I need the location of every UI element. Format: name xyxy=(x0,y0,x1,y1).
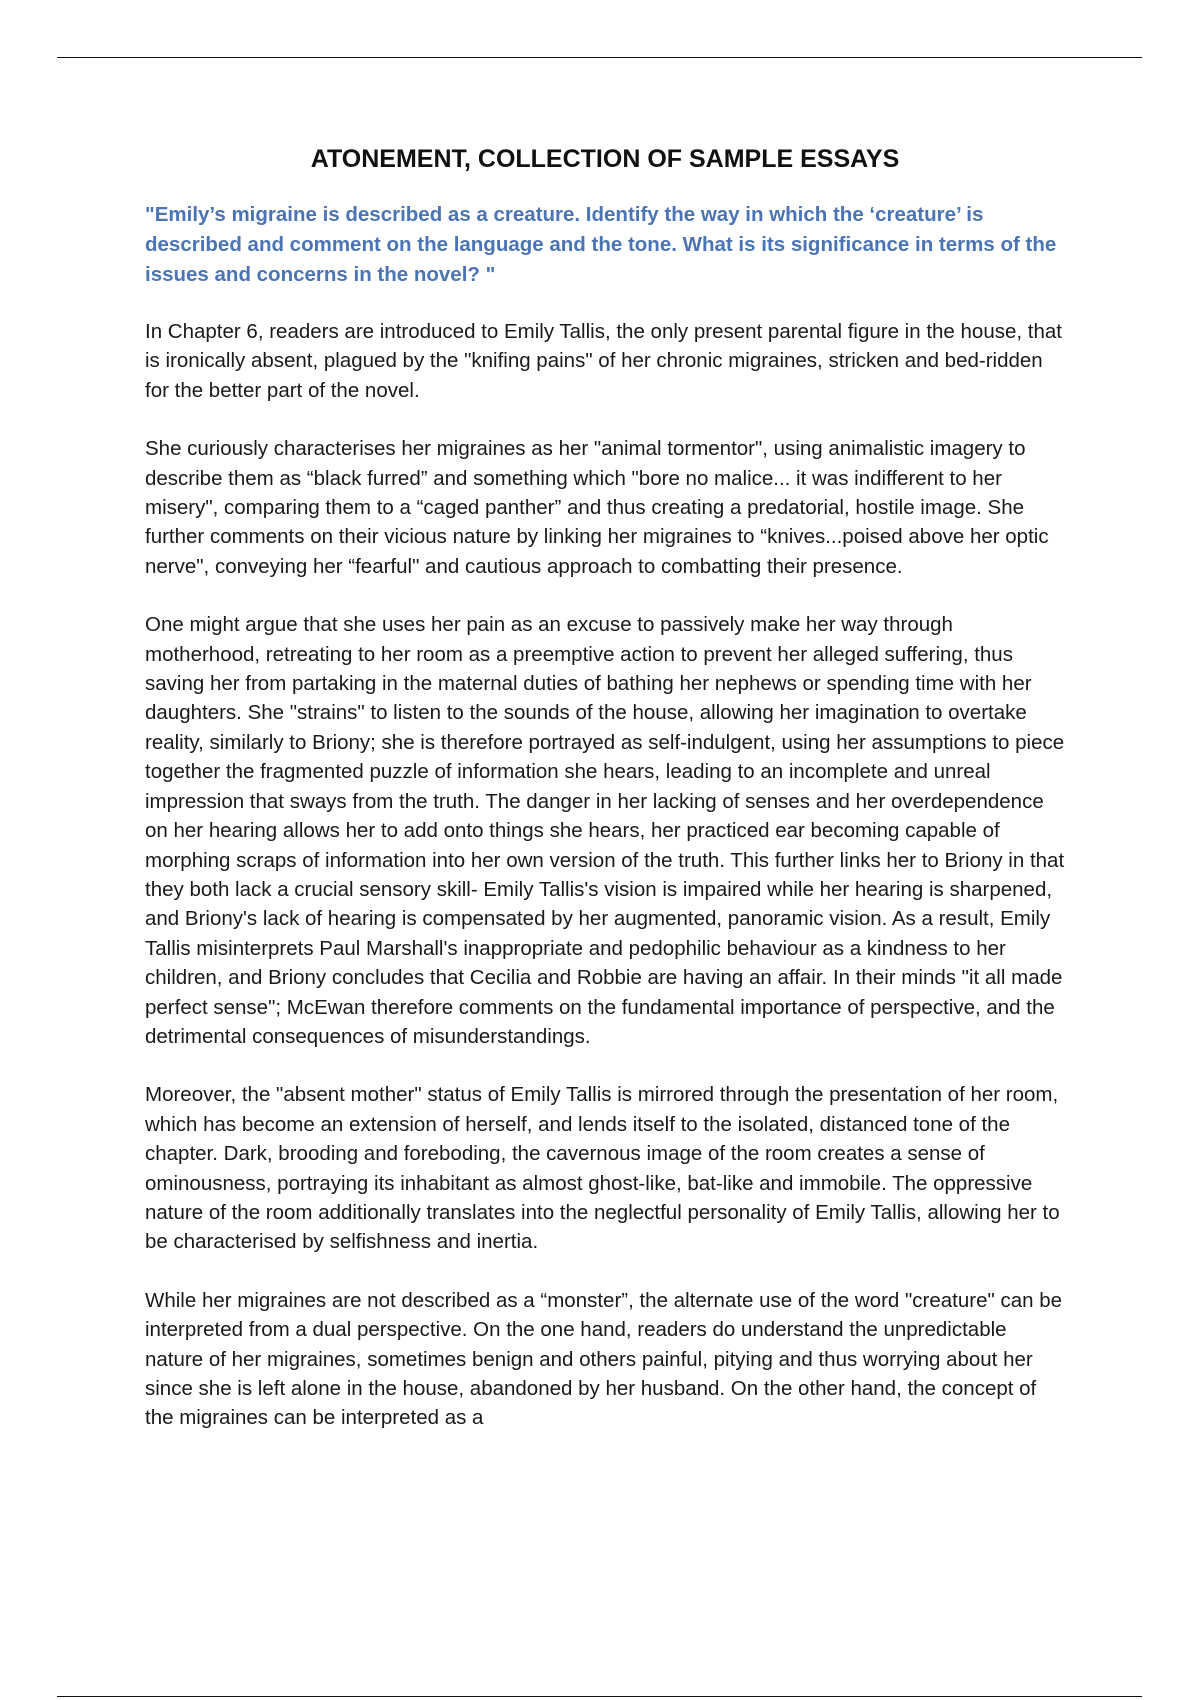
essay-question: "Emily’s migraine is described as a creature. Identify the way in which the ‘creature’ is described and comment on the language and the tone. What is its significance in terms of the issues and concerns in the novel? " xyxy=(145,203,1057,286)
paragraph-1: In Chapter 6, readers are introduced to Emily Tallis, the only present parental figure in the house, that is ironically absent, plagued by the "knifing pains" of her chronic migraines, stricken and bed-ridden for the better part of the novel. xyxy=(145,320,1062,402)
paragraph-5: While her migraines are not described as a “monster”, the alternate use of the word "creature" can be interpreted from a dual perspective. On the one hand, readers do understand the unpredictable nature of her migraines, sometimes benign and others painful, pitying and thus worrying about her since she is left alone in the house, abandoned by her husband. On the other hand, the concept of the migraines can be interpreted as a xyxy=(145,1288,1063,1430)
paragraph-4: Moreover, the "absent mother" status of Emily Tallis is mirrored through the presentation of her room, which has become an extension of herself, and lends itself to the isolated, distanced tone of the chapter. Dark, brooding and foreboding, the cavernous image of the room creates a sense of ominousness, portraying its inhabitant as almost ghost-like, bat-like and immobile. The oppressive nature of the room additionally translates into the neglectful personality of Emily Tallis, allowing her to be characterised by selfishness and inertia. xyxy=(145,1083,1060,1254)
bottom-rule xyxy=(57,1696,1142,1697)
page-title: ATONEMENT, COLLECTION OF SAMPLE ESSAYS xyxy=(310,145,900,173)
document-page xyxy=(145,145,1065,1462)
paragraph-2: She curiously characterises her migraines as her "animal tormentor", using animalistic imagery to describe them as “black furred” and something which "bore no malice... it was indifferent to her misery", comparing them to a “caged panther” and thus creating a predatorial, hostile image. She further comments on their vicious nature by linking her migraines to “knives...poised above her optic nerve", conveying her “fearful" and cautious approach to combatting their presence. xyxy=(145,437,1049,578)
top-rule xyxy=(57,57,1142,58)
paragraph-3: One might argue that she uses her pain as an excuse to passively make her way through motherhood, retreating to her room as a preemptive action to prevent her alleged suffering, thus saving her from partaking in the maternal duties of bathing her nephews or spending time with her daughters. She "strains" to listen to the sounds of the house, allowing her imagination to overtake reality, similarly to Briony; she is therefore portrayed as self-indulgent, using her assumptions to piece together the fragmented puzzle of information she hears, leading to an incomplete and unreal impression that sways from the truth. The danger in her lacking of senses and her overdependence on her hearing allows her to add onto things she hears, her practiced ear becoming capable of morphing scraps of information into her own version of the truth. This further links her to Briony in that they both lack a crucial sensory skill- Emily Tallis's vision is impaired while her hearing is sharpened, and Briony's lack of hearing is compensated by her augmented, panoramic vision. As a result, Emily Tallis misinterprets Paul Marshall's inappropriate and pedophilic behaviour as a kindness to her children, and Briony concludes that Cecilia and Robbie are having an affair. In their minds "it all made perfect sense"; McEwan therefore comments on the fundamental importance of perspective, and the detrimental consequences of misunderstandings. xyxy=(145,613,1065,1048)
